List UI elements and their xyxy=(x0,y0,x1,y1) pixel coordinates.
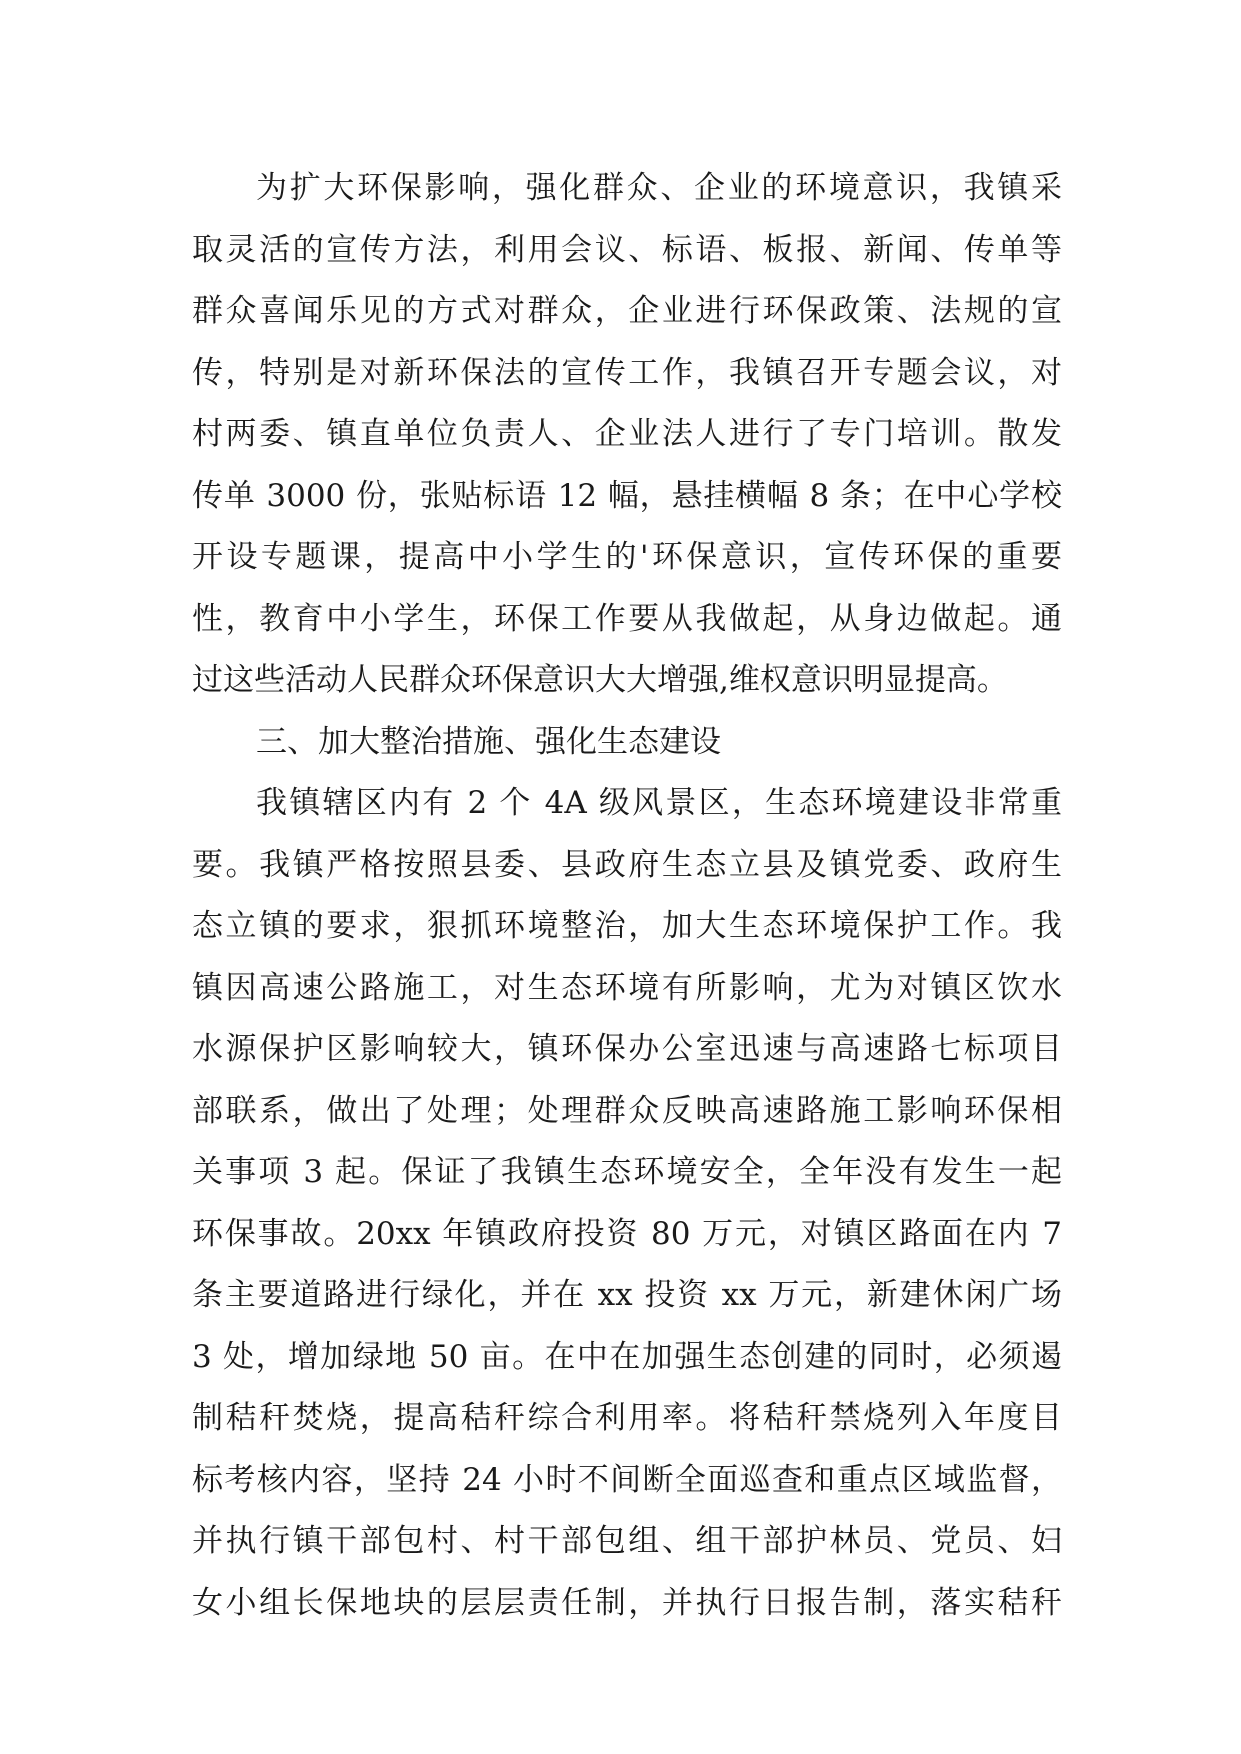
text-line: 态立镇的要求，狠抓环境整治，加大生态环境保护工作。我 xyxy=(192,908,1062,944)
text-line: 传，特别是对新环保法的宣传工作，我镇召开专题会议，对 xyxy=(192,354,1062,391)
document-body xyxy=(192,158,1062,1634)
text-line: 制秸秆焚烧，提高秸秆综合利用率。将秸秆禁烧列入年度目 xyxy=(192,1400,1062,1436)
text-line: 开设专题课，提高中小学生的'环保意识，宣传环保的重要 xyxy=(192,539,1062,575)
text-line: 三、加大整治措施、强化生态建设 xyxy=(256,723,721,760)
text-line: 为扩大环保影响，强化群众、企业的环境意识，我镇采 xyxy=(256,170,1062,206)
text-line: 性，教育中小学生，环保工作要从我做起，从身边做起。通 xyxy=(192,600,1062,637)
text-line: 标考核内容，坚持 24 小时不间断全面巡查和重点区域监督， xyxy=(192,1461,1062,1498)
text-line: 部联系，做出了处理；处理群众反映高速路施工影响环保相 xyxy=(192,1092,1062,1129)
text-line: 条主要道路进行绿化，并在 xx 投资 xx 万元，新建休闲广场 xyxy=(192,1277,1062,1313)
text-line: 过这些活动人民群众环保意识大大增强,维权意识明显提高。 xyxy=(192,662,1008,698)
text-line: 水源保护区影响较大，镇环保办公室迅速与高速路七标项目 xyxy=(192,1031,1062,1067)
text-line: 关事项 3 起。保证了我镇生态环境安全，全年没有发生一起 xyxy=(192,1154,1062,1190)
text-line: 要。我镇严格按照县委、县政府生态立县及镇党委、政府生 xyxy=(192,846,1062,883)
text-line: 环保事故。20xx 年镇政府投资 80 万元，对镇区路面在内 7 xyxy=(192,1215,1062,1252)
text-line: 取灵活的宣传方法，利用会议、标语、板报、新闻、传单等 xyxy=(192,231,1062,268)
text-line: 女小组长保地块的层层责任制，并执行日报告制，落实秸秆 xyxy=(192,1584,1062,1621)
text-line: 村两委、镇直单位负责人、企业法人进行了专门培训。散发 xyxy=(192,416,1062,452)
text-line: 并执行镇干部包村、村干部包组、组干部护林员、党员、妇 xyxy=(192,1523,1062,1559)
text-line: 传单 3000 份，张贴标语 12 幅，悬挂横幅 8 条；在中心学校 xyxy=(192,477,1062,514)
text-line: 3 处，增加绿地 50 亩。在中在加强生态创建的同时，必须遏 xyxy=(192,1338,1062,1375)
text-line: 我镇辖区内有 2 个 4A 级风景区，生态环境建设非常重 xyxy=(256,785,1062,821)
text-line: 镇因高速公路施工，对生态环境有所影响，尤为对镇区饮水 xyxy=(192,969,1062,1006)
text-line: 群众喜闻乐见的方式对群众，企业进行环保政策、法规的宣 xyxy=(192,293,1062,329)
